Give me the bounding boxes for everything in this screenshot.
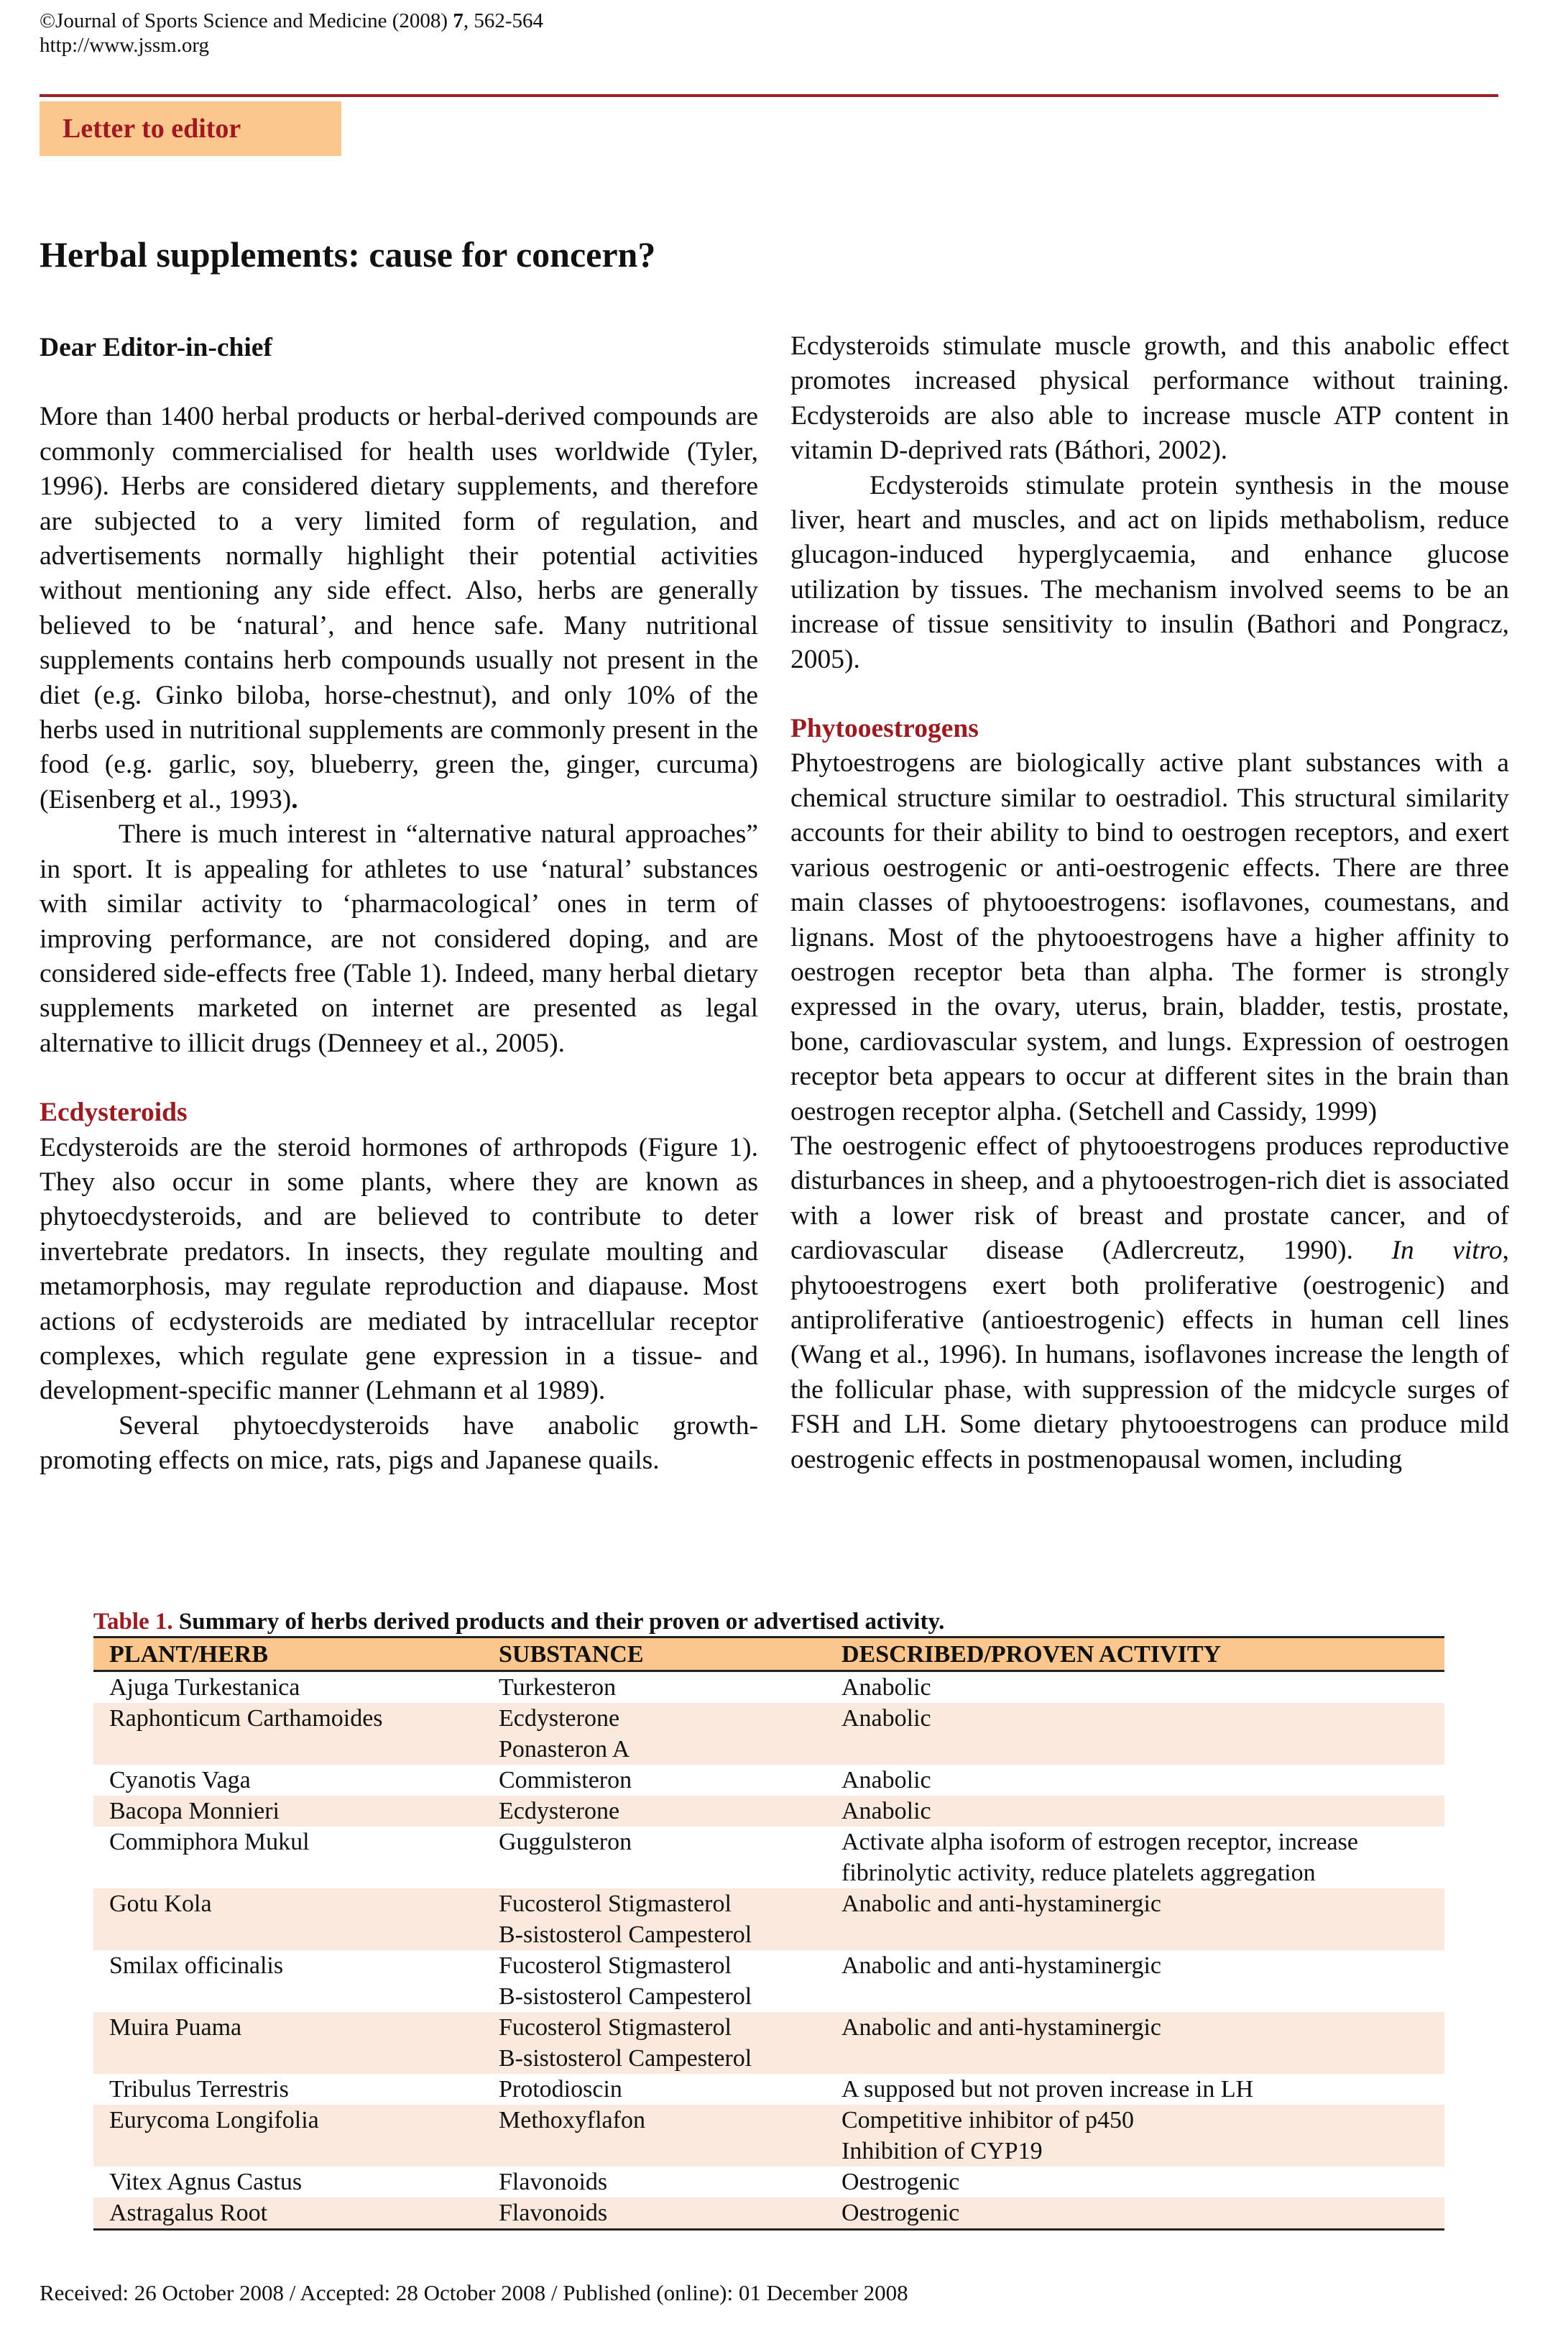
cell-substance: [483, 2012, 826, 2074]
cell-plant: Ajuga Turkestanica: [109, 1674, 300, 1701]
article-title: Herbal supplements: cause for concern?: [40, 234, 656, 275]
table-row: [93, 2074, 1444, 2105]
cell-substance-line: Ecdysterone: [499, 1798, 620, 1824]
cell-substance: [483, 1765, 826, 1796]
cell-activity-line: Anabolic and anti-hystaminergic: [841, 1891, 1162, 1917]
cell-plant: Raphonticum Carthamoides: [109, 1705, 383, 1732]
cell-substance-line: Guggulsteron: [499, 1829, 632, 1855]
cell-substance-line: B-sistosterol Campesterol: [499, 1921, 752, 1948]
cell-substance-line: Fucosterol Stigmasterol: [499, 1952, 732, 1979]
paragraph-muscle-growth: Ecdysteroids stimulate muscle growth, and this anabolic effect promotes increased physical performance without training. Ecdysteroids are also able to increase muscle ATP content in vitamin D-deprived rats (Báthori, 2002).: [790, 331, 1509, 466]
table-caption: Table 1. Summary of herbs derived products and their proven or advertised activity.: [93, 1609, 945, 1635]
cell-activity-line: Oestrogenic: [841, 2200, 960, 2226]
cell-activity-line: Anabolic and anti-hystaminergic: [841, 2014, 1162, 2041]
cell-plant: Tribulus Terrestris: [109, 2076, 289, 2103]
cell-substance-line: Commisteron: [499, 1767, 632, 1793]
cell-substance-line: Turkesteron: [499, 1674, 617, 1701]
cell-substance: [483, 1950, 826, 2012]
cell-plant: Cyanotis Vaga: [109, 1767, 251, 1793]
article-type-tag: Letter to editor: [40, 101, 341, 156]
section-heading-phytooestrogens: Phytooestrogens: [790, 714, 979, 744]
cell-substance: [483, 2167, 826, 2197]
cell-activity: [826, 2074, 1444, 2105]
paragraph-phytoestrogens: Phytoestrogens are biologically active plant substances with a chemical structure similar to oestradiol. This structural similarity accounts for their ability to bind to oestrogen receptors, and exert various oestrogenic or anti-oestrogenic effects. There are three main classes of phytooestrogens: isoflavones, coumestans, and lignans. Most of the phytooestrogens have a higher affinity to oestrogen receptor beta than alpha. The former is strongly expressed in the ovary, uterus, brain, bladder, testis, prostate, bone, cardiovascular system, and lungs. Expression of oestrogen receptor beta appears to occur at different sites in the brain than oestrogen receptor alpha. (Setchell and Cassidy, 1999): [790, 748, 1509, 1126]
cell-substance-line: Fucosterol Stigmasterol: [499, 2014, 732, 2041]
table-row: [93, 2012, 1444, 2074]
paragraph-intro: More than 1400 herbal products or herbal-derived compounds are commonly commercialised for health uses worldwide (Tyler, 1996). Herbs are considered dietary supplements, and therefore are subjected to a very limited form of regulation, and advertisements normally highlight their potential activities without mentioning any side effect. Also, herbs are generally believed to be ‘natural’, and hence safe. Many nutritional supplements contains herb compounds usually not present in the diet (e.g. Ginko biloba, horse-chestnut), and only 10% of the herbs used in nutritional supplements are commonly present in the food (e.g. garlic, soy, blueberry, green the, ginger, curcuma) (Eisenberg et al., 1993).: [40, 402, 758, 814]
journal-volume: 7: [453, 9, 464, 32]
cell-substance-line: Flavonoids: [499, 2169, 608, 2195]
cell-substance: [483, 2105, 826, 2167]
cell-activity-line: Competitive inhibitor of p450: [841, 2107, 1135, 2133]
cell-activity: [826, 1796, 1444, 1827]
cell-substance-line: Ponasteron A: [499, 1736, 630, 1763]
cell-plant: Astragalus Root: [93, 2197, 483, 2230]
cell-activity: [826, 1765, 1444, 1796]
header-plant: PLANT/HERB: [93, 1637, 483, 1671]
left-column: [40, 331, 758, 1479]
cell-plant: Gotu Kola: [109, 1891, 212, 1917]
cell-substance-line: Ecdysterone: [499, 1705, 620, 1732]
cell-substance: [483, 1703, 826, 1765]
cell-substance-line: B-sistosterol Campesterol: [499, 1983, 752, 2010]
table-row: [93, 1827, 1444, 1888]
header-rule: [40, 94, 1498, 97]
paragraph-ecdysteroids: Ecdysteroids are the steroid hormones of arthropods (Figure 1). They also occur in some plants, where they are known as phytoecdysteroids, and are believed to contribute to deter invertebrate predators. In insects, they regulate moulting and metamorphosis, may regulate reproduction and diapause. Most actions of ecdysteroids are mediated by intracellular receptor complexes, which regulate gene expression in a tissue- and development-specific manner (Lehmann et al 1989).: [40, 1132, 758, 1406]
cell-activity: [826, 1671, 1444, 1704]
cell-plant: Muira Puama: [109, 2014, 242, 2041]
header-substance: SUBSTANCE: [483, 1637, 826, 1671]
cell-plant: Bacopa Monnieri: [109, 1798, 280, 1824]
publication-dates: Received: 26 October 2008 / Accepted: 28 October 2008 / Published (online): 01 December 2008: [40, 2280, 908, 2305]
cell-substance: [483, 1796, 826, 1827]
table-row: [93, 1703, 1444, 1765]
journal-url[interactable]: http://www.jssm.org: [40, 34, 210, 57]
cell-activity-line: A supposed but not proven increase in LH: [841, 2076, 1254, 2103]
cell-activity-line: Anabolic: [841, 1674, 931, 1701]
cell-substance-line: Methoxyflafon: [499, 2107, 645, 2133]
cell-activity: [826, 1827, 1444, 1888]
cell-substance-line: Fucosterol Stigmasterol: [499, 1891, 732, 1917]
cell-activity-line: Oestrogenic: [841, 2169, 960, 2195]
right-column: [790, 329, 1509, 1477]
cell-activity-line: Anabolic: [841, 1705, 931, 1732]
table-row: [93, 1796, 1444, 1827]
cell-activity: [826, 2167, 1444, 2197]
cell-activity-line: Anabolic: [841, 1798, 931, 1824]
table-row: [93, 1765, 1444, 1796]
cell-substance: [483, 2074, 826, 2105]
table-row: [93, 2105, 1444, 2167]
cell-plant: Vitex Agnus Castus: [109, 2169, 303, 2195]
cell-activity-line: Anabolic: [841, 1767, 931, 1793]
cell-activity: [826, 2012, 1444, 2074]
table-row: [93, 1671, 1444, 1704]
table-1: [93, 1607, 1444, 2231]
table-header-row: [93, 1637, 1444, 1671]
paragraph-protein-synthesis: Ecdysteroids stimulate protein synthesis in the mouse liver, heart and muscles, and act on lipids methabolism, reduce glucagon-induced hyperglycaemia, and enhance glucose utilization by tissues. The mechanism involved seems to be an increase of tissue sensitivity to insulin (Bathori and Pongracz, 2005).: [790, 470, 1509, 674]
paragraph-oestrogenic-effect: The oestrogenic effect of phytooestrogens produces reproductive disturbances in sheep, and a phytooestrogen-rich diet is associated with a lower risk of breast and prostate cancer, and of cardiovascular disease (Adlercreutz, 1990). In vitro, phytooestrogens exert both proliferative (oestrogenic) and antiproliferative (antioestrogenic) effects in human cell lines (Wang et al., 1996). In humans, isoflavones increase the length of the follicular phase, with suppression of the midcycle surges of FSH and LH. Some dietary phytooestrogens can produce mild oestrogenic effects in postmenopausal women, including: [790, 1131, 1509, 1474]
cell-plant: Eurycoma Longifolia: [109, 2107, 319, 2133]
cell-activity-line: fibrinolytic activity, reduce platelets aggregation: [841, 1860, 1316, 1886]
salutation: Dear Editor-in-chief: [40, 333, 272, 362]
cell-plant: Smilax officinalis: [109, 1952, 284, 1979]
cell-activity-line: Activate alpha isoform of estrogen receptor, increase: [841, 1829, 1358, 1855]
cell-activity: [826, 2197, 1444, 2230]
cell-activity: [826, 1950, 1444, 2012]
table-row: [93, 1888, 1444, 1950]
paragraph-phytoecdysteroids: Several phytoecdysteroids have anabolic growth-promoting effects on mice, rats, pigs and Japanese quails.: [40, 1410, 758, 1476]
cell-activity: [826, 1888, 1444, 1950]
journal-citation: ©Journal of Sports Science and Medicine (2008) 7, 562-564: [40, 9, 543, 32]
section-heading-ecdysteroids: Ecdysteroids: [40, 1098, 188, 1128]
cell-substance-line: Flavonoids: [499, 2200, 608, 2226]
journal-header: [40, 9, 543, 58]
paragraph-alternative: There is much interest in “alternative natural approaches” in sport. It is appealing for athletes to use ‘natural’ substances with similar activity to ‘pharmacological’ ones in term of improving performance, are not considered doping, and are considered side-effects free (Table 1). Indeed, many herbal dietary supplements marketed on internet are presented as legal alternative to illicit drugs (Denneey et al., 2005).: [40, 819, 758, 1058]
table-row: [93, 2167, 1444, 2197]
cell-activity: [826, 1703, 1444, 1765]
cell-substance-line: Protodioscin: [499, 2076, 622, 2103]
header-activity: DESCRIBED/PROVEN ACTIVITY: [826, 1637, 1444, 1671]
cell-substance: [483, 1827, 826, 1888]
cell-activity: [826, 2105, 1444, 2167]
table-row: [93, 2197, 1444, 2230]
cell-activity-line: Inhibition of CYP19: [841, 2138, 1043, 2164]
cell-plant: Commiphora Mukul: [109, 1829, 310, 1855]
cell-substance: [483, 2197, 826, 2230]
cell-substance: [483, 1671, 826, 1704]
cell-substance: [483, 1888, 826, 1950]
cell-activity-line: Anabolic and anti-hystaminergic: [841, 1952, 1162, 1979]
table-row: [93, 1950, 1444, 2012]
herbs-table: [93, 1636, 1444, 2231]
cell-substance-line: B-sistosterol Campesterol: [499, 2045, 752, 2072]
